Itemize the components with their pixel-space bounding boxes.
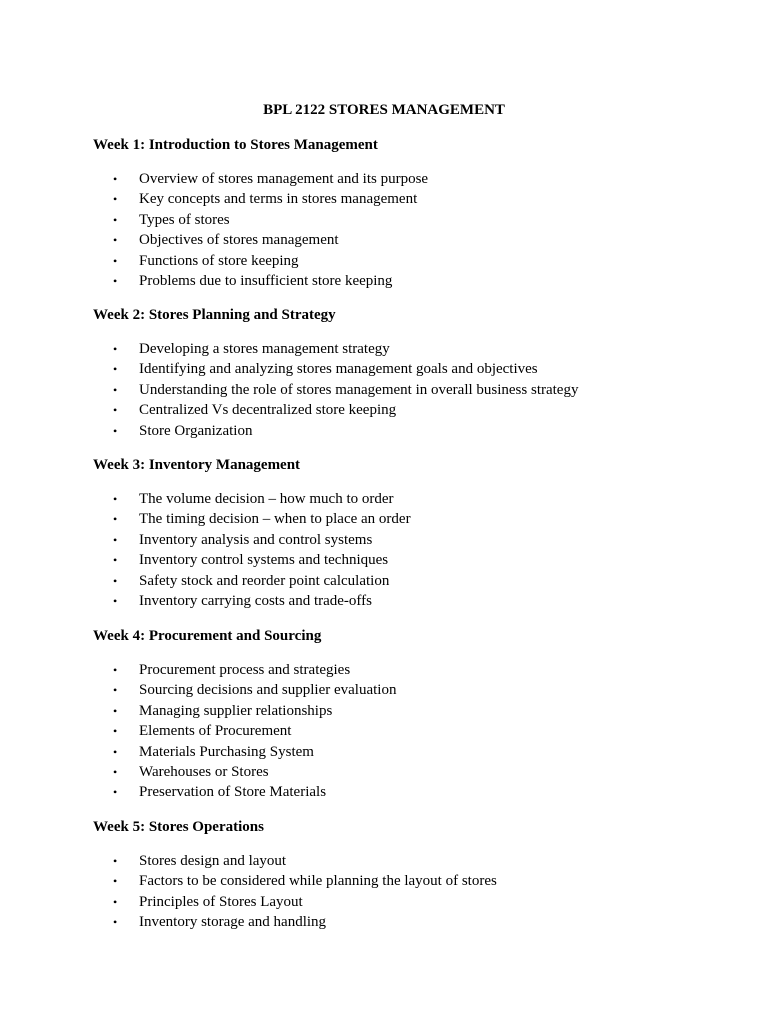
list-item (93, 339, 713, 359)
list-item (93, 251, 713, 271)
week-section-4 (93, 626, 713, 803)
bullet-icon: • (113, 532, 118, 547)
topic-text: Factors to be considered while planning the layout of stores (139, 873, 497, 890)
topic-text: Centralized Vs decentralized store keeping (139, 402, 397, 419)
topic-text: Materials Purchasing System (139, 743, 314, 760)
bullet-icon: • (113, 423, 118, 438)
list-item (93, 189, 713, 209)
topic-list (93, 489, 713, 611)
list-item (93, 680, 713, 700)
week-heading: Week 1: Introduction to Stores Management (93, 137, 378, 153)
topic-text: Safety stock and reorder point calculation (139, 572, 390, 589)
bullet-icon: • (113, 233, 118, 248)
bullet-icon: • (113, 382, 118, 397)
list-item (93, 359, 713, 379)
topic-text: Preservation of Store Materials (139, 784, 327, 801)
bullet-icon: • (113, 663, 118, 677)
list-item (93, 530, 713, 550)
list-item (93, 892, 713, 912)
topic-text: Inventory control systems and techniques (139, 552, 389, 569)
bullet-icon: • (113, 362, 118, 377)
document-title: BPL 2122 STORES MANAGEMENT (263, 102, 505, 118)
topic-text: Procurement process and strategies (139, 662, 351, 678)
topic-text: Overview of stores management and its purpose (139, 171, 429, 187)
bullet-icon: • (113, 512, 118, 527)
list-item (93, 380, 713, 400)
topic-text: Types of stores (139, 211, 230, 228)
topic-text: Principles of Stores Layout (139, 893, 303, 910)
topic-text: Warehouses or Stores (139, 764, 269, 781)
list-item (93, 169, 713, 189)
topic-text: Problems due to insufficient store keeping (139, 273, 393, 290)
bullet-icon: • (113, 874, 118, 889)
topic-list (93, 169, 713, 291)
topic-text: Elements of Procurement (139, 723, 292, 740)
topic-text: Functions of store keeping (139, 252, 299, 269)
list-item (93, 660, 713, 680)
list-item (93, 489, 713, 509)
topic-list (93, 851, 713, 933)
topic-text: Sourcing decisions and supplier evaluation (139, 682, 397, 699)
list-item (93, 851, 713, 871)
bullet-icon: • (113, 683, 118, 698)
topic-text: Identifying and analyzing stores management goals and objectives (139, 361, 538, 378)
list-item (93, 782, 713, 802)
bullet-icon: • (113, 573, 118, 588)
bullet-icon: • (113, 785, 118, 800)
list-item (93, 912, 713, 932)
list-item (93, 400, 713, 420)
bullet-icon: • (113, 274, 118, 289)
list-item (93, 421, 713, 441)
list-item (93, 230, 713, 250)
bullet-icon: • (113, 744, 118, 759)
list-item (93, 721, 713, 741)
bullet-icon: • (113, 915, 118, 930)
list-item (93, 271, 713, 291)
topic-text: Managing supplier relationships (139, 702, 333, 719)
week-section-3 (93, 455, 713, 611)
topic-text: Inventory analysis and control systems (139, 531, 373, 548)
bullet-icon: • (113, 492, 118, 506)
week-section-5 (93, 817, 713, 933)
bullet-icon: • (113, 253, 118, 268)
list-item (93, 742, 713, 762)
bullet-icon: • (113, 894, 118, 909)
topic-list (93, 660, 713, 803)
list-item (93, 550, 713, 570)
topic-text: The timing decision – when to place an order (139, 511, 411, 528)
topic-list (93, 339, 713, 441)
bullet-icon: • (113, 212, 118, 227)
bullet-icon: • (113, 192, 118, 207)
list-item (93, 509, 713, 529)
bullet-icon: • (113, 553, 118, 568)
list-item (93, 591, 713, 611)
bullet-icon: • (113, 724, 118, 739)
week-section-1 (93, 135, 713, 291)
topic-text: Objectives of stores management (139, 232, 339, 249)
week-heading: Week 3: Inventory Management (93, 457, 301, 473)
list-item (93, 210, 713, 230)
topic-text: The volume decision – how much to order (139, 491, 394, 507)
week-heading: Week 4: Procurement and Sourcing (93, 628, 322, 644)
bullet-icon: • (113, 403, 118, 418)
bullet-icon: • (113, 765, 118, 780)
topic-text: Inventory storage and handling (139, 914, 327, 931)
topic-text: Key concepts and terms in stores management (139, 191, 418, 208)
list-item (93, 701, 713, 721)
bullet-icon: • (113, 172, 118, 186)
list-item (93, 871, 713, 891)
bullet-icon: • (113, 703, 118, 718)
topic-text: Developing a stores management strategy (139, 341, 390, 357)
week-section-2 (93, 305, 713, 441)
topic-text: Stores design and layout (139, 853, 287, 869)
list-item (93, 762, 713, 782)
week-heading: Week 2: Stores Planning and Strategy (93, 307, 336, 323)
week-heading: Week 5: Stores Operations (93, 819, 264, 835)
topic-text: Store Organization (139, 422, 253, 439)
bullet-icon: • (113, 854, 118, 868)
topic-text: Understanding the role of stores management in overall business strategy (139, 381, 579, 398)
topic-text: Inventory carrying costs and trade-offs (139, 593, 372, 610)
bullet-icon: • (113, 342, 118, 356)
bullet-icon: • (113, 594, 118, 609)
list-item (93, 571, 713, 591)
